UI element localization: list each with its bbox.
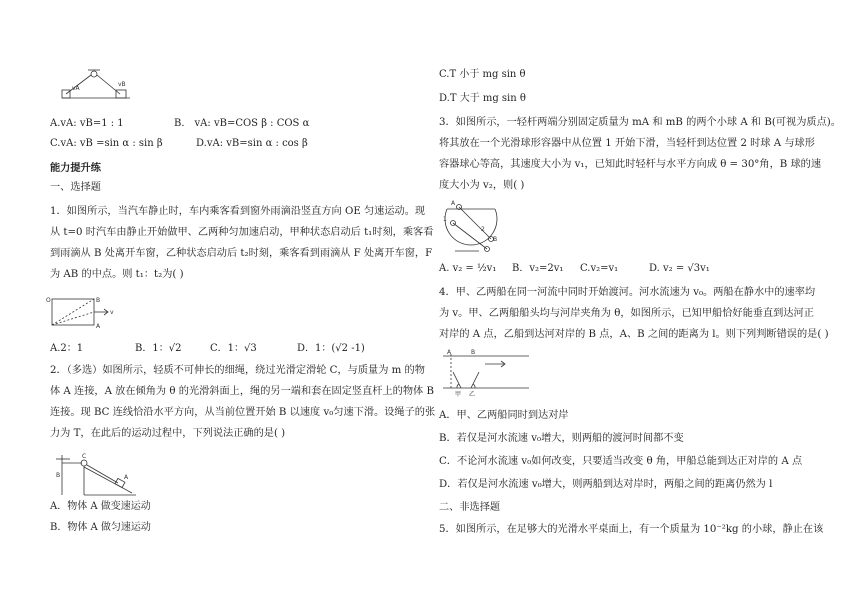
svg-text:A: A bbox=[124, 474, 129, 481]
prev-option-d: D.vA: vB=sin α : cos β bbox=[196, 138, 308, 149]
q2-option-c: C.T 小于 mg sin θ bbox=[439, 69, 526, 80]
q4-option-a: A．甲、乙两船同时到达对岸 bbox=[439, 410, 569, 421]
sphere-rod-figure bbox=[441, 201, 501, 255]
q4-option-c: C．不论河水流速 v₀如何改变，只要适当改变 θ 角，甲船总能到达正对岸的 A 点 bbox=[439, 456, 803, 467]
prev-option-a: A.vA: vB=1 : 1 bbox=[50, 118, 124, 129]
svg-text:v: v bbox=[110, 309, 114, 316]
svg-text:A: A bbox=[451, 200, 456, 207]
part-one-heading: 一、选择题 bbox=[50, 182, 101, 193]
q2-option-b: B．物体 A 做匀速运动 bbox=[50, 522, 151, 533]
svg-text:B: B bbox=[96, 297, 101, 304]
car-window-figure bbox=[46, 296, 120, 330]
svg-text:A: A bbox=[96, 323, 101, 330]
svg-text:B: B bbox=[493, 236, 498, 243]
q1-option-b: B．1：√2 bbox=[135, 343, 182, 354]
part-two-heading: 二、非选择题 bbox=[439, 502, 501, 513]
q3-line-2: 将其放在一个光滑球形容器中从位置 1 开始下滑，当轻杆到达位置 2 时球 A 与球形 bbox=[439, 138, 815, 149]
svg-text:2: 2 bbox=[481, 226, 485, 233]
q3-option-c: C.v₂=v₁ bbox=[580, 263, 619, 274]
q3-line-3: 容器球心等高，其速度大小为 v₁，已知此时轻杆与水平方向成 θ = 30°角，B 球的速 bbox=[439, 159, 822, 170]
svg-text:B: B bbox=[471, 349, 476, 356]
q5-line-1: 5．如图所示，在足够大的光滑水平桌面上，有一个质量为 10⁻²kg 的小球，静止在该 bbox=[439, 524, 824, 535]
svg-text:甲: 甲 bbox=[455, 391, 462, 398]
q4-option-d: D．若仅是河水流速 v₀增大，则两船到达对岸时，两船之间的距离仍然为 l bbox=[439, 479, 773, 490]
q3-line-4: 度大小为 v₂，则( ) bbox=[439, 180, 525, 191]
q3-option-a: A. v₂ = ½v₁ bbox=[439, 263, 497, 274]
svg-text:O: O bbox=[46, 297, 51, 304]
rod-pulley-incline-figure bbox=[52, 453, 140, 497]
prev-option-b: B． vA: vB=COS β : COS α bbox=[174, 118, 310, 129]
q4-line-3: 对岸的 A 点，乙船到达河对岸的 B 点，A、B 之间的距离为 l。则下列判断错误的是( ) bbox=[439, 329, 829, 340]
q1-line-3: 到雨滴从 B 处离开车窗，乙种状态启动后 t₂时刻，乘客看到雨滴从 F 处离开车窗，F bbox=[50, 248, 433, 259]
q1-option-a: A.2：1 bbox=[50, 343, 84, 354]
q1-line-2: 从 t=0 时汽车由静止开始做甲、乙两种匀加速启动，甲种状态启动后 t₁时刻，乘客看 bbox=[50, 227, 434, 238]
q4-line-1: 4．甲、乙两船在同一河流中同时开始渡河。河水流速为 v₀。两船在静水中的速率均 bbox=[439, 287, 816, 298]
q1-line-4: 为 AB 的中点。则 t₁：t₂为( ) bbox=[50, 269, 184, 280]
q3-option-b: B．v₂=2v₁ bbox=[512, 263, 564, 274]
q2-option-a: A．物体 A 做变速运动 bbox=[50, 501, 151, 512]
pulley-incline-figure bbox=[58, 68, 134, 104]
section-title: 能力提升练 bbox=[50, 162, 101, 174]
q3-option-d: D. v₂ = √3v₁ bbox=[649, 263, 710, 274]
q2-line-1: 2．（多选）如图所示，轻质不可伸长的细绳，绕过光滑定滑轮 C，与质量为 m 的物 bbox=[50, 365, 425, 376]
svg-text:乙: 乙 bbox=[469, 391, 476, 398]
q1-option-c: C．1：√3 bbox=[210, 343, 257, 354]
svg-text:A: A bbox=[447, 349, 452, 356]
q3-line-1: 3．如图所示，一轻杆两端分别固定质量为 mA 和 mB 的两个小球 A 和 B(可视为质点)。 bbox=[439, 117, 841, 128]
q2-line-4: 力为 T，在此后的运动过程中，下列说法正确的是( ) bbox=[50, 428, 286, 439]
q4-line-2: 为 v。甲、乙两船船头均与河岸夹角为 θ，如图所示，已知甲船恰好能垂直到达河正 bbox=[439, 308, 814, 319]
q1-option-d: D．1：(√2 -1) bbox=[297, 343, 365, 354]
q2-line-2: 体 A 连接，A 放在倾角为 θ 的光滑斜面上，绳的另一端和套在固定竖直杆上的物体 B bbox=[50, 386, 434, 397]
prev-option-c: C.vA: vB =sin α : sin β bbox=[50, 138, 163, 149]
svg-text:vA: vA bbox=[72, 85, 80, 92]
q2-option-d: D.T 大于 mg sin θ bbox=[439, 93, 526, 104]
svg-text:B: B bbox=[56, 472, 61, 479]
q2-line-3: 连接。现 BC 连线恰沿水平方向，从当前位置开始 B 以速度 v₀匀速下滑。设绳子的张 bbox=[50, 407, 436, 418]
river-crossing-figure bbox=[441, 349, 533, 400]
svg-text:vB: vB bbox=[118, 81, 126, 88]
q1-line-1: 1．如图所示，当汽车静止时，车内乘客看到窗外雨滴沿竖直方向 OE 匀速运动。现 bbox=[50, 206, 426, 217]
svg-text:1: 1 bbox=[443, 216, 447, 223]
svg-text:C: C bbox=[82, 453, 87, 460]
q4-option-b: B．若仅是河水流速 v₀增大，则两船的渡河时间都不变 bbox=[439, 433, 684, 444]
